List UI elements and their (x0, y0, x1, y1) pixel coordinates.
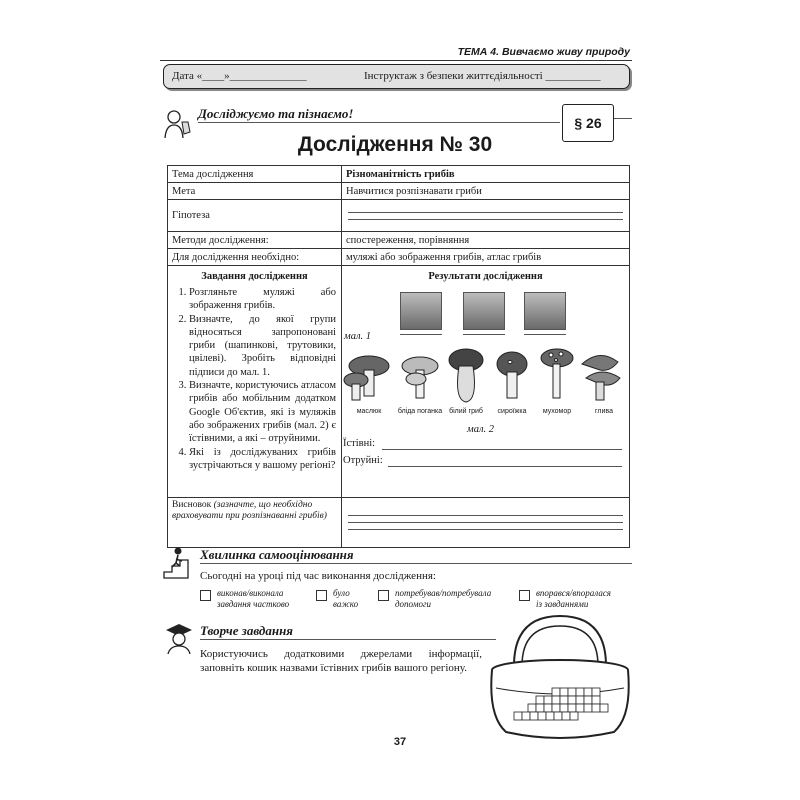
write-line (348, 219, 623, 220)
write-line (348, 529, 623, 530)
date-field[interactable]: Дата «____»______________ (172, 70, 307, 82)
self-assessment-prompt: Сьогодні на уроці під час виконання дослідження: (200, 570, 436, 582)
checkbox[interactable] (316, 590, 327, 601)
tasks-cell (168, 266, 342, 498)
figure-1-label: мал. 1 (344, 331, 372, 342)
paragraph-number: § 26 (574, 115, 602, 131)
row-label: Для дослідження необхідно: (168, 249, 342, 266)
poisonous-input-line[interactable] (388, 466, 622, 467)
mushroom-photo-1 (400, 292, 442, 330)
creative-task-text: Користуючись додатковими джерелами інформації, заповніть кошик назвами їстівних грибів вашого регіону. (200, 648, 482, 674)
table-row (168, 200, 630, 232)
row-value: Навчитися розпізнавати гриби (342, 183, 630, 200)
mushroom-label: сироїжка (497, 408, 527, 415)
creative-task-underline (200, 639, 496, 640)
table-row (168, 249, 630, 266)
row-value: спостереження, порівняння (342, 232, 630, 249)
mushroom-label: маслюк (356, 408, 382, 415)
figure-2-label: мал. 2 (467, 424, 495, 435)
research-title: Дослідження № 30 (297, 133, 493, 156)
option-text: було важко (333, 588, 359, 609)
write-line (348, 212, 623, 213)
conclusion-field[interactable] (342, 498, 630, 548)
explore-underline (198, 122, 560, 123)
results-heading: Результати дослідження (428, 271, 543, 282)
conclusion-hint: (зазначте, що необхідно враховувати при розпізнаванні грибів) (172, 500, 327, 521)
date-bar (163, 64, 630, 89)
table-row (168, 232, 630, 249)
row-label: Методи дослідження: (168, 232, 342, 249)
conclusion-label: Висновок (172, 500, 212, 510)
theme-header: ТЕМА 4. Вивчаємо живу природу (457, 46, 630, 58)
row-value: Різноманітність грибів (342, 166, 630, 183)
russula-icon (497, 352, 527, 398)
option-text: впорався/впоралася із завданнями (536, 588, 611, 609)
tasks-heading: Завдання дослідження (201, 271, 308, 282)
table-row (168, 183, 630, 200)
tasks-list (171, 286, 338, 472)
poisonous-label: Отруйні: (343, 455, 383, 466)
fly-agaric-icon (541, 349, 573, 398)
conclusion-label-cell (168, 498, 342, 548)
write-line (348, 515, 623, 516)
edible-label: Їстівні: (343, 438, 376, 449)
hypothesis-field[interactable] (342, 200, 630, 232)
butter-mushroom-icon (344, 356, 389, 400)
self-assessment-underline (200, 563, 632, 564)
option-text: виконав/виконала завдання частково (217, 588, 290, 609)
bracket-fungus-photo (524, 292, 566, 330)
graduate-icon (162, 621, 196, 655)
caption-line (463, 334, 505, 335)
basket-icon[interactable] (484, 608, 636, 744)
explore-heading: Досліджуємо та пізнаємо! (198, 106, 354, 121)
death-cap-icon (402, 357, 438, 398)
edible-input-line[interactable] (382, 449, 622, 450)
task-item: 1. Розгляньте муляжі або зображення грибів. (189, 286, 336, 313)
mold-bread-photo (463, 292, 505, 330)
mushroom-illustrations (342, 344, 627, 406)
mushroom-label: бліда поганка (397, 408, 443, 415)
table-row (168, 498, 630, 548)
mushroom-label: білий гриб (449, 408, 483, 415)
mushroom-label: глива (595, 408, 613, 415)
porcini-icon (449, 349, 483, 402)
header-rule (160, 60, 632, 61)
checkbox[interactable] (378, 590, 389, 601)
stairs-figure-icon (162, 546, 194, 580)
task-item: 2. Визначте, до якої групи відносяться запропоновані гриби (шапинкові, трутовики, цвілеві). Зробіть відповідні підписи до мал. 1. (189, 313, 336, 379)
task-item: 3. Визначте, користуючись атласом грибів або мобільним додатком Google Об'єктив, які із муляжів або зображених грибів (мал. 2) є їстівними, а які – отруйними. (189, 379, 336, 445)
row-label: Тема дослідження (168, 166, 342, 183)
table-row (168, 166, 630, 183)
row-label: Гіпотеза (168, 200, 342, 232)
book-rule (614, 118, 632, 119)
oyster-mushroom-icon (582, 355, 620, 400)
self-assessment-heading: Хвилинка самооцінювання (200, 547, 354, 562)
write-line (348, 522, 623, 523)
option-text: потребував/потребувала допомоги (395, 588, 492, 609)
task-item: 4. Які із досліджуваних грибів зустрічаються у вашому регіоні? (189, 446, 336, 473)
row-label: Мета (168, 183, 342, 200)
caption-line (524, 334, 566, 335)
checkbox[interactable] (200, 590, 211, 601)
mushroom-label: мухомор (542, 408, 572, 415)
checkbox[interactable] (519, 590, 530, 601)
safety-briefing-field[interactable]: Інструктаж з безпеки життєдіяльності __________ (364, 70, 601, 82)
page-number: 37 (393, 736, 407, 748)
creative-task-heading: Творче завдання (200, 623, 293, 638)
row-value: муляжі або зображення грибів, атлас грибів (342, 249, 630, 266)
caption-line (400, 334, 442, 335)
